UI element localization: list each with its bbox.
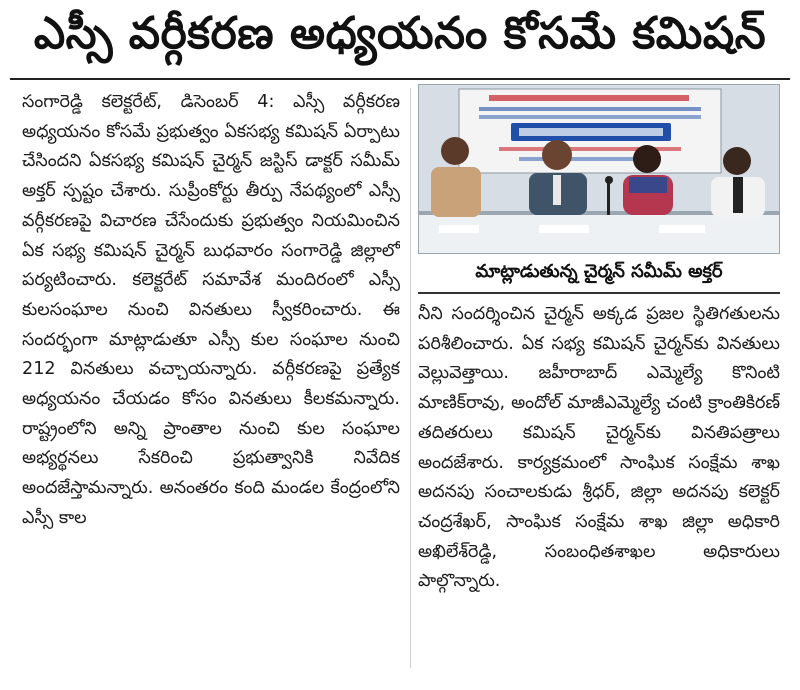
article-column-left bbox=[22, 88, 400, 668]
headline: ఎస్సీ వర్గీకరణ అధ్యయనం కోసమే కమిషన్ bbox=[33, 8, 767, 59]
article-paragraph-right: నీని సందర్శించిన చైర్మన్ అక్కడ ప్రజల స్థితిగతులను పరిశీలించారు. ఏక సభ్య కమిషన్ చైర్మన్‌కు వినతులు వెల్లువెత్తాయి. జహీరాబాద్ ఎమ్మెల్యే కొనింటి మాణిక్‌రావు, అందోల్ మాజీఎమ్మెల్యే చంటి క్రాంతికిరణ్ తదితరులు కమిషన్ చైర్మన్‌కు వినతిపత్రాలు అందజేశారు. కార్యక్రమంలో సాంఘిక సంక్షేమ శాఖ అదనపు సంచాలకుడు శ్రీధర్, జిల్లా అదనపు కలెక్టర్ చంద్రశేఖర్, సాంఘిక సంక్షేమ శాఖ జిల్లా అధికారి అఖిలేశ్‌రెడ్డి, సంబంధితశాఖల అధికారులు పాల్గొన్నారు. bbox=[418, 304, 780, 592]
news-photo bbox=[418, 84, 780, 254]
article-paragraph-left: సంగారెడ్డి కలెక్టరేట్, డిసెంబర్ 4: ఎస్సీ వర్గీకరణ అధ్యయనం కోసమే ప్రభుత్వం ఏకసభ్య కమిషన్ ఏర్పాటు చేసిందని ఏకసభ్య కమిషన్ చైర్మన్ జస్టిస్ డాక్టర్ సమీమ్ అక్తర్ స్పష్టం చేశారు. సుప్రీంకోర్టు తీర్పు నేపథ్యంలో ఎస్సీ వర్గీకరణపై విచారణ చేసేందుకు ప్రభుత్వం నియమించిన ఏక సభ్య కమిషన్ చైర్మన్ బుధవారం సంగారెడ్డి జిల్లాలో పర్యటించారు. కలెక్టరేట్ సమావేశ మందిరంలో ఎస్సీ కులసంఘాల నుంచి వినతులు స్వీకరించారు. ఈ సందర్భంగా మాట్లాడుతూ ఎస్సీ కుల సంఘాల నుంచి 212 వినతులు వచ్చాయన్నారు. వర్గీకరణపై ప్రత్యేక అధ్యయనం చేయడం కోసం వినతులు కీలకమన్నారు. రాష్ట్రంలోని అన్ని ప్రాంతాల నుంచి కుల సంఘాల అభ్యర్థనలు సేకరించి ప్రభుత్వానికి నివేదిక అందజేస్తామన్నారు. అనంతరం కంది మండల కేంద్రంలోని ఎస్సీ కాల bbox=[22, 92, 400, 528]
photo-illustration bbox=[419, 85, 780, 254]
article-column-right bbox=[418, 300, 780, 668]
photo-caption: మాట్లాడుతున్న చైర్మన్ సమీమ్ అక్తర్ bbox=[418, 254, 780, 294]
headline-rule bbox=[10, 78, 790, 80]
column-divider bbox=[410, 88, 411, 668]
